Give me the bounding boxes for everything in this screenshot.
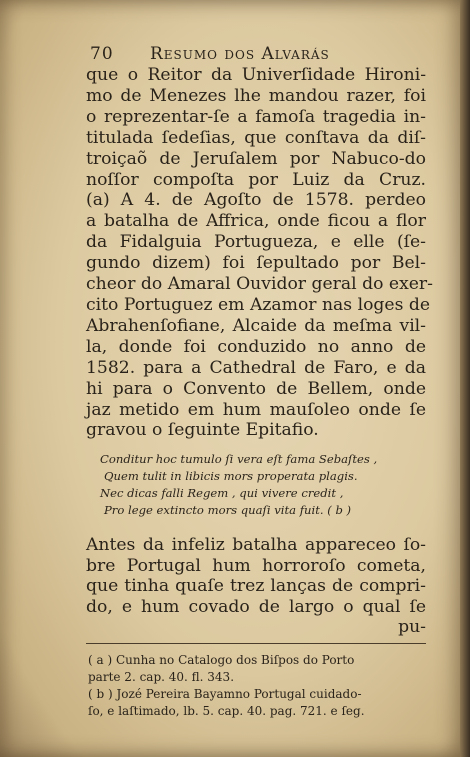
epitaph-line: Pro lege extincto mors quaſi vita fuit. ( b ) [104,503,352,517]
epitaph-line: Conditur hoc tumulo ſi vera eſt fama Sebaſtes , [100,452,378,466]
body-line: jaz metido em hum mauſoleo onde ſe [86,399,426,420]
body-line: mo de Menezes lhe mandou razer, foi [86,85,426,106]
body-line: que tinha quaſe trez lanças de compri- [86,576,426,596]
body-line: do, e hum covado de largo o qual ſe [86,596,426,617]
body-line: gundo dizem) foi ſepultado por Bel- [86,253,426,274]
body-line: Antes da infeliz batalha appareceo ſo- [86,535,426,555]
body-line: Abrahenſofiane, Alcaide da meſma vil- [86,315,426,336]
body-line: hi para o Convento de Bellem, onde [86,378,426,399]
footnote-divider [86,643,426,644]
body-line: o reprezentar-ſe a famoſa tragedia in- [86,106,426,127]
body-line: gravou o ſeguinte Epitafio. [86,420,319,441]
body-line: da Fidalguia Portugueza, e elle (ſe- [86,232,426,253]
body-line: que o Reitor da Univerſidade Hironi- [86,65,426,85]
body-line: bre Portugal hum horroroſo cometa, [86,555,426,576]
page-edge-shadow [460,0,470,757]
second-paragraph [86,535,426,638]
main-paragraph [86,65,433,441]
footnote-line: ſo, e laſtimado, lb. 5. cap. 40. pag. 721. e ſeg. [88,704,365,718]
footnote-line: ( a ) Cunha no Catalogo dos Biſpos do Porto [88,653,355,667]
epitaph-verse [100,451,420,519]
epitaph-line: Nec dicas falli Regem , qui vivere credit , [100,486,344,500]
footnote-line: ( b ) Jozé Pereira Bayamno Portugal cuidado- [88,687,362,701]
body-line: cito Portuguez em Azamor nas loges de [86,294,431,315]
body-line: 1582. para a Cathedral de Faro, e da [86,357,426,378]
body-line: noſſor compoſta por Luiz da Cruz. [86,169,426,190]
body-line: troiçaõ de Jeruſalem por Nabuco-do [86,148,426,169]
body-line: la, donde foi conduzido no anno de [86,336,426,357]
catchword: pu- [398,617,426,637]
page-number: 70 [90,44,114,64]
running-title: Resumo dos Alvarás [150,44,330,64]
body-line: a batalha de Affrica, onde ficou a flor [86,211,426,232]
epitaph-line: Quem tulit in libicis mors properata plagis. [104,469,358,483]
footnotes [88,652,428,720]
footnote-line: parte 2. cap. 40. fl. 343. [88,670,235,684]
body-line: cheor do Amaral Ouvidor geral do exer- [86,274,433,295]
body-line: (a) A 4. de Agoſto de 1578. perdeo [86,190,426,211]
body-line: titulada ſedeſias, que conſtava da diſ- [86,127,426,148]
